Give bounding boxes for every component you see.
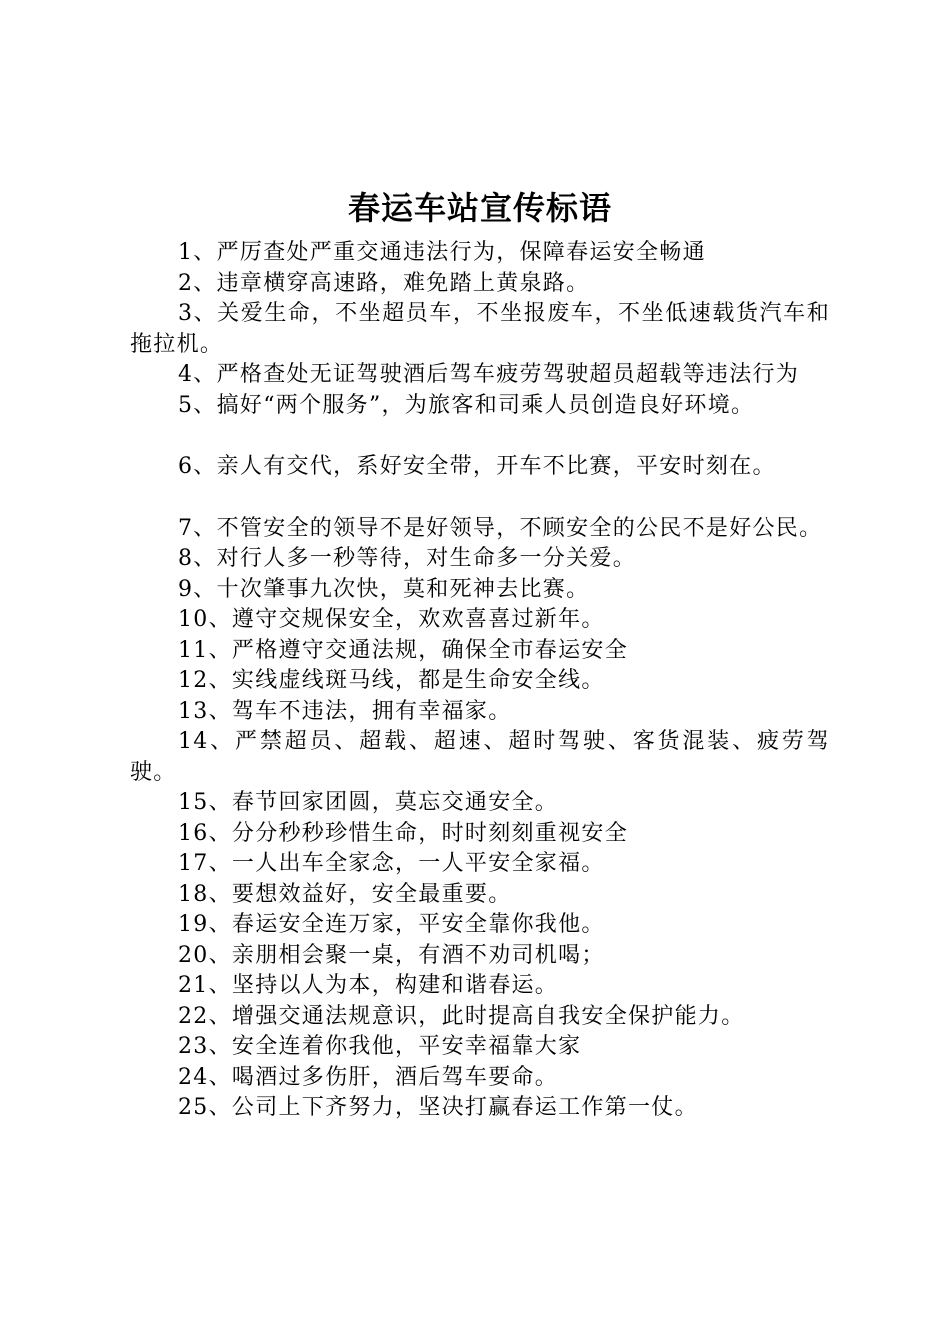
list-item: 23、安全连着你我他，平安幸福靠大家 xyxy=(178,1034,582,1059)
list-item: 24、喝酒过多伤肝，酒后驾车要命。 xyxy=(178,1064,559,1090)
list-item: 20、亲朋相会聚一桌，有酒不劝司机喝； xyxy=(178,942,605,968)
list-item: 18、要想效益好，安全最重要。 xyxy=(178,881,512,907)
list-item: 1、严厉查处严重交通违法行为，保障春运安全畅通 xyxy=(178,240,706,265)
list-item: 10、遵守交规保安全，欢欢喜喜过新年。 xyxy=(178,607,605,632)
document-page xyxy=(130,186,830,1124)
list-item: 17、一人出车全家念，一人平安全家福。 xyxy=(178,851,605,876)
list-item: 19、春运安全连万家，平安全靠你我他。 xyxy=(178,912,605,937)
list-item: 4、严格查处无证驾驶酒后驾车疲劳驾驶超员超载等违法行为 xyxy=(178,362,800,387)
list-item: 3、关爱生命，不坐超员车，不坐报废车，不坐低速载货汽车和拖拉机。 xyxy=(130,301,830,357)
list-item: 21、坚持以人为本，构建和谐春运。 xyxy=(178,973,559,998)
list-item: 5、搞好“两个服务”，为旅客和司乘人员创造良好环境。 xyxy=(178,392,755,418)
list-item: 6、亲人有交代，系好安全带，开车不比赛，平安时刻在。 xyxy=(178,454,776,479)
list-item: 11、严格遵守交通法规，确保全市春运安全 xyxy=(178,637,628,663)
list-item: 7、不管安全的领导不是好领导，不顾安全的公民不是好公民。 xyxy=(178,515,823,541)
page-title: 春运车站宣传标语 xyxy=(347,189,612,227)
list-item: 25、公司上下齐努力，坚决打赢春运工作第一仗。 xyxy=(178,1095,698,1120)
list-item: 13、驾车不违法，拥有幸福家。 xyxy=(178,698,512,724)
list-item: 22、增强交通法规意识，此时提高自我安全保护能力。 xyxy=(178,1003,745,1029)
list-item: 16、分分秒秒珍惜生命，时时刻刻重视安全 xyxy=(178,820,628,846)
list-item: 8、对行人多一秒等待，对生命多一分关爱。 xyxy=(178,546,636,571)
list-item: 12、实线虚线斑马线，都是生命安全线。 xyxy=(178,668,605,693)
slogan-list xyxy=(130,238,830,1124)
list-item: 2、违章横穿高速路，难免踏上黄泉路。 xyxy=(178,270,590,296)
list-item: 9、十次肇事九次快，莫和死神去比赛。 xyxy=(178,576,590,602)
list-item: 14、严禁超员、超载、超速、超时驾驶、客货混装、疲劳驾驶。 xyxy=(130,729,830,785)
list-item: 15、春节回家团圆，莫忘交通安全。 xyxy=(178,790,559,815)
